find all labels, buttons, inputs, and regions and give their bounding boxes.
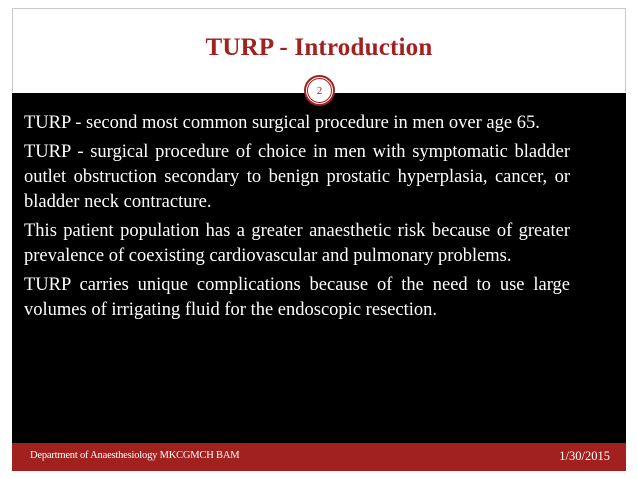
bullet-dot-icon xyxy=(6,121,12,127)
bullet-dot-icon xyxy=(6,229,12,235)
bullet-dot-icon xyxy=(6,283,12,289)
bullet-list xyxy=(0,111,570,327)
footer-department: Department of Anaesthesiology MKCGMCH BAM xyxy=(30,450,240,461)
bullet-item xyxy=(0,273,570,323)
bullet-text: TURP - surgical procedure of choice in men with symptomatic bladder outlet obstruction secondary to benign prostatic hyperplasia, cancer, or bladder neck contracture. xyxy=(24,142,570,212)
bullet-text: TURP carries unique complications because of the need to use large volumes of irrigating fluid for the endoscopic resection. xyxy=(24,275,570,320)
bullet-text: TURP - second most common surgical procedure in men over age 65. xyxy=(24,113,540,133)
footer-date: 1/30/2015 xyxy=(559,449,610,463)
slide-title: TURP - Introduction xyxy=(205,34,433,61)
bullet-dot-icon xyxy=(6,150,12,156)
bullet-item xyxy=(0,111,570,136)
page-number-badge xyxy=(304,75,335,106)
bullet-item xyxy=(0,140,570,215)
page-number: 2 xyxy=(307,78,332,103)
bullet-text: This patient population has a greater anaesthetic risk because of greater prevalence of coexisting cardiovascular and pulmonary problems. xyxy=(24,221,570,266)
bullet-item xyxy=(0,219,570,269)
